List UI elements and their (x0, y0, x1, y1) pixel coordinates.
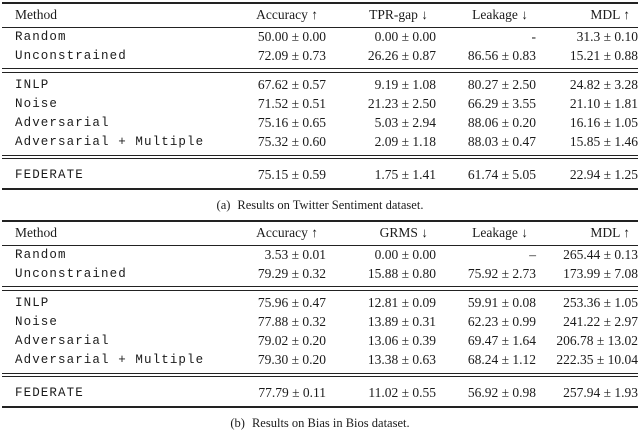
leakage-value: - (531, 28, 536, 44)
accuracy-value: 77.79 ± 0.11 (258, 385, 326, 401)
method-name: Noise (15, 97, 59, 112)
mdl-value: 15.21 ± 0.88 (569, 47, 638, 63)
accuracy-value: 75.16 ± 0.65 (257, 115, 326, 131)
mdl-value: 22.94 ± 1.25 (569, 167, 638, 183)
mdl-value: 253.36 ± 1.05 (563, 295, 638, 311)
leakage-value: 59.91 ± 0.08 (467, 295, 536, 311)
accuracy-value: 3.53 ± 0.01 (264, 246, 326, 262)
row-adversarial-multiple (2, 133, 638, 152)
accuracy-value: 67.62 ± 0.57 (257, 77, 326, 93)
accuracy-value: 75.15 ± 0.59 (257, 167, 326, 183)
method-name: INLP (15, 78, 50, 93)
method-name: Noise (15, 315, 59, 330)
caption-a (0, 198, 640, 213)
grms-value: 13.38 ± 0.63 (367, 352, 436, 368)
row-random (2, 245, 638, 264)
mdl-value: 206.78 ± 13.02 (556, 333, 638, 349)
row-inlp (2, 76, 638, 95)
mdl-value: 16.16 ± 1.05 (569, 115, 638, 131)
grms-value: 13.89 ± 0.31 (367, 314, 436, 330)
accuracy-value: 72.09 ± 0.73 (257, 47, 326, 63)
leakage-value: 88.06 ± 0.20 (467, 115, 536, 131)
accuracy-value: 79.29 ± 0.32 (257, 265, 326, 281)
row-federate (2, 380, 638, 407)
row-adversarial (2, 332, 638, 351)
tpr-gap-value: 26.26 ± 0.87 (367, 47, 436, 63)
accuracy-value: 79.02 ± 0.20 (257, 333, 326, 349)
mdl-value: 173.99 ± 7.08 (563, 265, 638, 281)
grms-value: 0.00 ± 0.00 (374, 246, 436, 262)
group-divider (2, 283, 638, 294)
method-name: Random (15, 247, 67, 262)
tpr-gap-value: 5.03 ± 2.94 (374, 115, 436, 131)
grms-value: 15.88 ± 0.80 (367, 265, 436, 281)
accuracy-value: 79.30 ± 0.20 (257, 352, 326, 368)
group-divider-rule (2, 68, 638, 73)
tpr-gap-value: 9.19 ± 1.08 (374, 77, 436, 93)
group-divider (2, 370, 638, 381)
leakage-value: 80.27 ± 2.50 (467, 77, 536, 93)
accuracy-value: 75.96 ± 0.47 (257, 295, 326, 311)
mdl-value: 24.82 ± 3.28 (569, 77, 638, 93)
mdl-value: 31.3 ± 0.10 (576, 28, 638, 44)
leakage-value: – (529, 246, 536, 262)
col-header-grms: GRMS ↓ (326, 221, 436, 245)
grms-value: 13.06 ± 0.39 (367, 333, 436, 349)
method-name: Adversarial (15, 334, 110, 349)
caption-a-text: Results on Twitter Sentiment dataset. (237, 198, 424, 213)
results-table-twitter (2, 2, 638, 190)
leakage-value: 69.47 ± 1.64 (467, 333, 536, 349)
tpr-gap-value: 0.00 ± 0.00 (374, 28, 436, 44)
row-federate (2, 162, 638, 189)
header-row (2, 3, 638, 27)
row-unconstrained (2, 264, 638, 283)
leakage-value: 61.74 ± 5.05 (467, 167, 536, 183)
col-header-method: Method (2, 3, 189, 27)
leakage-value: 88.03 ± 0.47 (467, 134, 536, 150)
col-header-tpr-gap: TPR-gap ↓ (326, 3, 436, 27)
row-noise (2, 313, 638, 332)
mdl-value: 21.10 ± 1.81 (569, 96, 638, 112)
accuracy-value: 71.52 ± 0.51 (257, 96, 326, 112)
method-name: FEDERATE (15, 168, 84, 183)
caption-b-label: (b) (230, 416, 245, 431)
caption-a-label: (a) (216, 198, 231, 213)
caption-b (0, 416, 640, 431)
col-header-method: Method (2, 221, 189, 245)
method-name: Adversarial + Multiple (15, 135, 205, 150)
mdl-value: 222.35 ± 10.04 (556, 352, 638, 368)
tpr-gap-value: 2.09 ± 1.18 (374, 134, 436, 150)
group-divider (2, 152, 638, 163)
col-header-accuracy: Accuracy ↑ (189, 221, 326, 245)
leakage-value: 86.56 ± 0.83 (467, 47, 536, 63)
leakage-value: 62.23 ± 0.99 (467, 314, 536, 330)
group-divider-rule (2, 155, 638, 160)
method-name: Unconstrained (15, 266, 127, 281)
accuracy-value: 77.88 ± 0.32 (257, 314, 326, 330)
group-divider-rule (2, 373, 638, 378)
caption-b-text: Results on Bias in Bios dataset. (251, 416, 410, 431)
method-name: FEDERATE (15, 386, 84, 401)
col-header-leakage: Leakage ↓ (436, 221, 536, 245)
method-name: INLP (15, 296, 50, 311)
row-adversarial (2, 114, 638, 133)
group-divider (2, 65, 638, 76)
leakage-value: 68.24 ± 1.12 (467, 352, 536, 368)
col-header-leakage: Leakage ↓ (436, 3, 536, 27)
row-noise (2, 95, 638, 114)
col-header-accuracy: Accuracy ↑ (189, 3, 326, 27)
method-name: Random (15, 29, 67, 44)
accuracy-value: 50.00 ± 0.00 (257, 28, 326, 44)
method-name: Unconstrained (15, 48, 127, 63)
group-divider-rule (2, 286, 638, 291)
leakage-value: 75.92 ± 2.73 (467, 265, 536, 281)
tpr-gap-value: 1.75 ± 1.41 (374, 167, 436, 183)
header-row (2, 221, 638, 245)
method-name: Adversarial + Multiple (15, 353, 205, 368)
tpr-gap-value: 21.23 ± 2.50 (367, 96, 436, 112)
leakage-value: 66.29 ± 3.55 (467, 96, 536, 112)
col-header-mdl: MDL ↑ (536, 3, 638, 27)
grms-value: 11.02 ± 0.55 (368, 385, 436, 401)
col-header-mdl: MDL ↑ (536, 221, 638, 245)
row-inlp (2, 294, 638, 313)
mdl-value: 257.94 ± 1.93 (563, 385, 638, 401)
grms-value: 12.81 ± 0.09 (367, 295, 436, 311)
mdl-value: 241.22 ± 2.97 (563, 314, 638, 330)
row-adversarial-multiple (2, 351, 638, 370)
results-table-bios (2, 220, 638, 408)
row-random (2, 27, 638, 46)
row-unconstrained (2, 46, 638, 65)
accuracy-value: 75.32 ± 0.60 (257, 134, 326, 150)
leakage-value: 56.92 ± 0.98 (467, 385, 536, 401)
mdl-value: 15.85 ± 1.46 (569, 134, 638, 150)
mdl-value: 265.44 ± 0.13 (563, 246, 638, 262)
method-name: Adversarial (15, 116, 110, 131)
